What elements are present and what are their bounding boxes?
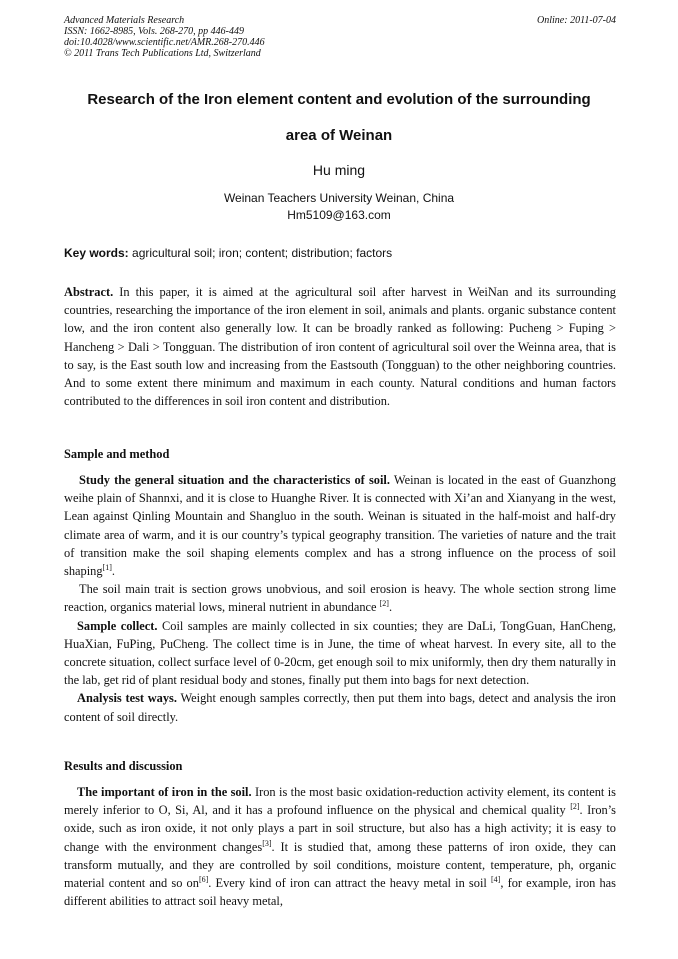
journal-header bbox=[64, 15, 616, 59]
paragraph-text: , for example, iron has different abilities to attract soil heavy metal, bbox=[64, 876, 617, 909]
paragraph: The soil main trait is section grows unobvious, and soil erosion is heavy. The whole section strong lime reaction, organics material lows, mineral nutrient in abundance [2]. bbox=[64, 582, 616, 615]
paper-title-line-1: Research of the Iron element content and evolution of the surrounding bbox=[87, 91, 591, 108]
abstract-label: Abstract. bbox=[64, 285, 114, 299]
paragraph-lead: Analysis test ways. bbox=[77, 691, 177, 706]
paper-title-line-2: area of Weinan bbox=[285, 127, 393, 144]
paragraph-text: Weinan is located in the east of Guanzhong weihe plain of Shannxi, and it is close to Huanghe River. It is connected with Xi’an and Xianyang in the west, Lean against Qinling Mountain and Shangluo in the south. Weinan is situated in the half-moist and half-dry climate area of warm, and it is our country’s typical geography transition. The varieties of nature and the trait of transition make the soil shaping elements complex and has a strong influence on the process of soil shaping bbox=[64, 473, 616, 579]
journal-name: Advanced Materials Research bbox=[64, 15, 185, 26]
citation: [3] bbox=[262, 838, 272, 848]
keywords-text: agricultural soil; iron; content; distribution; factors bbox=[132, 246, 393, 260]
paragraph-lead: Sample collect. bbox=[77, 618, 158, 633]
citation: [1] bbox=[102, 562, 112, 572]
section-sample-method bbox=[64, 471, 616, 726]
keywords bbox=[64, 246, 616, 260]
paragraph-text: Coil samples are mainly collected in six counties; they are DaLi, TongGuan, HanCheng, HuaXian, FuPing, PuCheng. The collect time is in June, the time of wheat harvest. In every site, all to the concrete situation, collect surface level of 0-20cm, get enough soil to mix uniformly, then dry them naturally in the lab, get rid of plant residual body and stones, finally put them into bags for next detection. bbox=[64, 618, 616, 688]
keywords-label: Key words: bbox=[64, 246, 129, 260]
abstract bbox=[64, 283, 616, 410]
paragraph bbox=[64, 689, 616, 725]
issn-line: ISSN: 1662-8985, Vols. 268-270, pp 446-449 bbox=[64, 26, 244, 37]
paragraph-text: The soil main trait is section grows unobvious, and soil erosion is heavy. The whole section strong lime reaction, organics material lows, mineral nutrient in abundance bbox=[64, 582, 616, 615]
section-heading-results: Results and discussion bbox=[64, 759, 183, 773]
citation: [2] bbox=[570, 802, 580, 812]
copyright-line: © 2011 Trans Tech Publications Ltd, Switzerland bbox=[64, 48, 261, 59]
paragraph-lead: The important of iron in the soil. bbox=[77, 785, 252, 799]
author-name: Hu ming bbox=[312, 162, 366, 178]
citation: [4] bbox=[491, 874, 501, 884]
paragraph-text: . Iron’s oxide, such as iron oxide, it not only plays a part in soil structure, but also has a high activity; it is easy to change with the environment changes bbox=[64, 803, 616, 854]
online-date: Online: 2011-07-04 bbox=[537, 15, 616, 26]
paragraph-text: . Every kind of iron can attract the heavy metal in soil bbox=[208, 876, 487, 891]
paragraph bbox=[64, 617, 616, 690]
paragraph: Study the general situation and the characteristics of soil. Weinan is located in the east of Guanzhong weihe plain of Shannxi, and it is close to Huanghe River. It is connected with Xi’an and Xianyang in the west, Lean against Qinling Mountain and Shangluo in the south. Weinan is situated in the half-moist and half-dry climate area of warm, and it is our country’s typical geography transition. The varieties of nature and the trait of transition make the soil shaping elements complex and has a strong influence on the process of soil shaping[1]. bbox=[64, 473, 616, 579]
section-heading-sample-method: Sample and method bbox=[64, 447, 170, 461]
section-results bbox=[64, 783, 616, 910]
citation: [2] bbox=[379, 599, 389, 609]
paragraph-text: . It is studied that, among these patterns of iron oxide, they can transform mutually, and they are controlled by soil conditions, moisture content, temperature, ph, organic material content and so on bbox=[64, 839, 616, 891]
abstract-text: In this paper, it is aimed at the agricultural soil after harvest in WeiNan and its surrounding countries, researching the importance of the iron element in soil, animals and plants. organic substance content low, and the iron content also generally low. It can be broadly ranked as following: Pucheng > Fuping > Hancheng > Dali > Tongguan. The distribution of iron content of agricultural soil over the Weinna area, that is to say, is the East south low and increasing from the Eastsouth (Tongguan) to the other neighboring countries. And to some extent there minimum and maximum in each county. Natural conditions and human factors contributed to the differences in soil iron content and distribution. bbox=[64, 285, 616, 409]
paragraph-text: Weight enough samples correctly, then put them into bags, detect and analysis the iron content of soil directly. bbox=[64, 691, 617, 724]
author-email: Hm5109@163.com bbox=[287, 208, 391, 222]
author-affiliation: Weinan Teachers University Weinan, China bbox=[223, 191, 455, 205]
paragraph bbox=[64, 783, 616, 910]
doi-line: doi:10.4028/www.scientific.net/AMR.268-270.446 bbox=[64, 37, 265, 48]
paragraph-lead: Study the general situation and the characteristics of soil. bbox=[79, 473, 390, 487]
citation: [6] bbox=[198, 874, 209, 884]
paragraph-text: Iron is the most basic oxidation-reduction activity element, its content is merely inferior to O, Si, Al, and it has a profound influence on the physical and chemical quality bbox=[64, 785, 617, 818]
